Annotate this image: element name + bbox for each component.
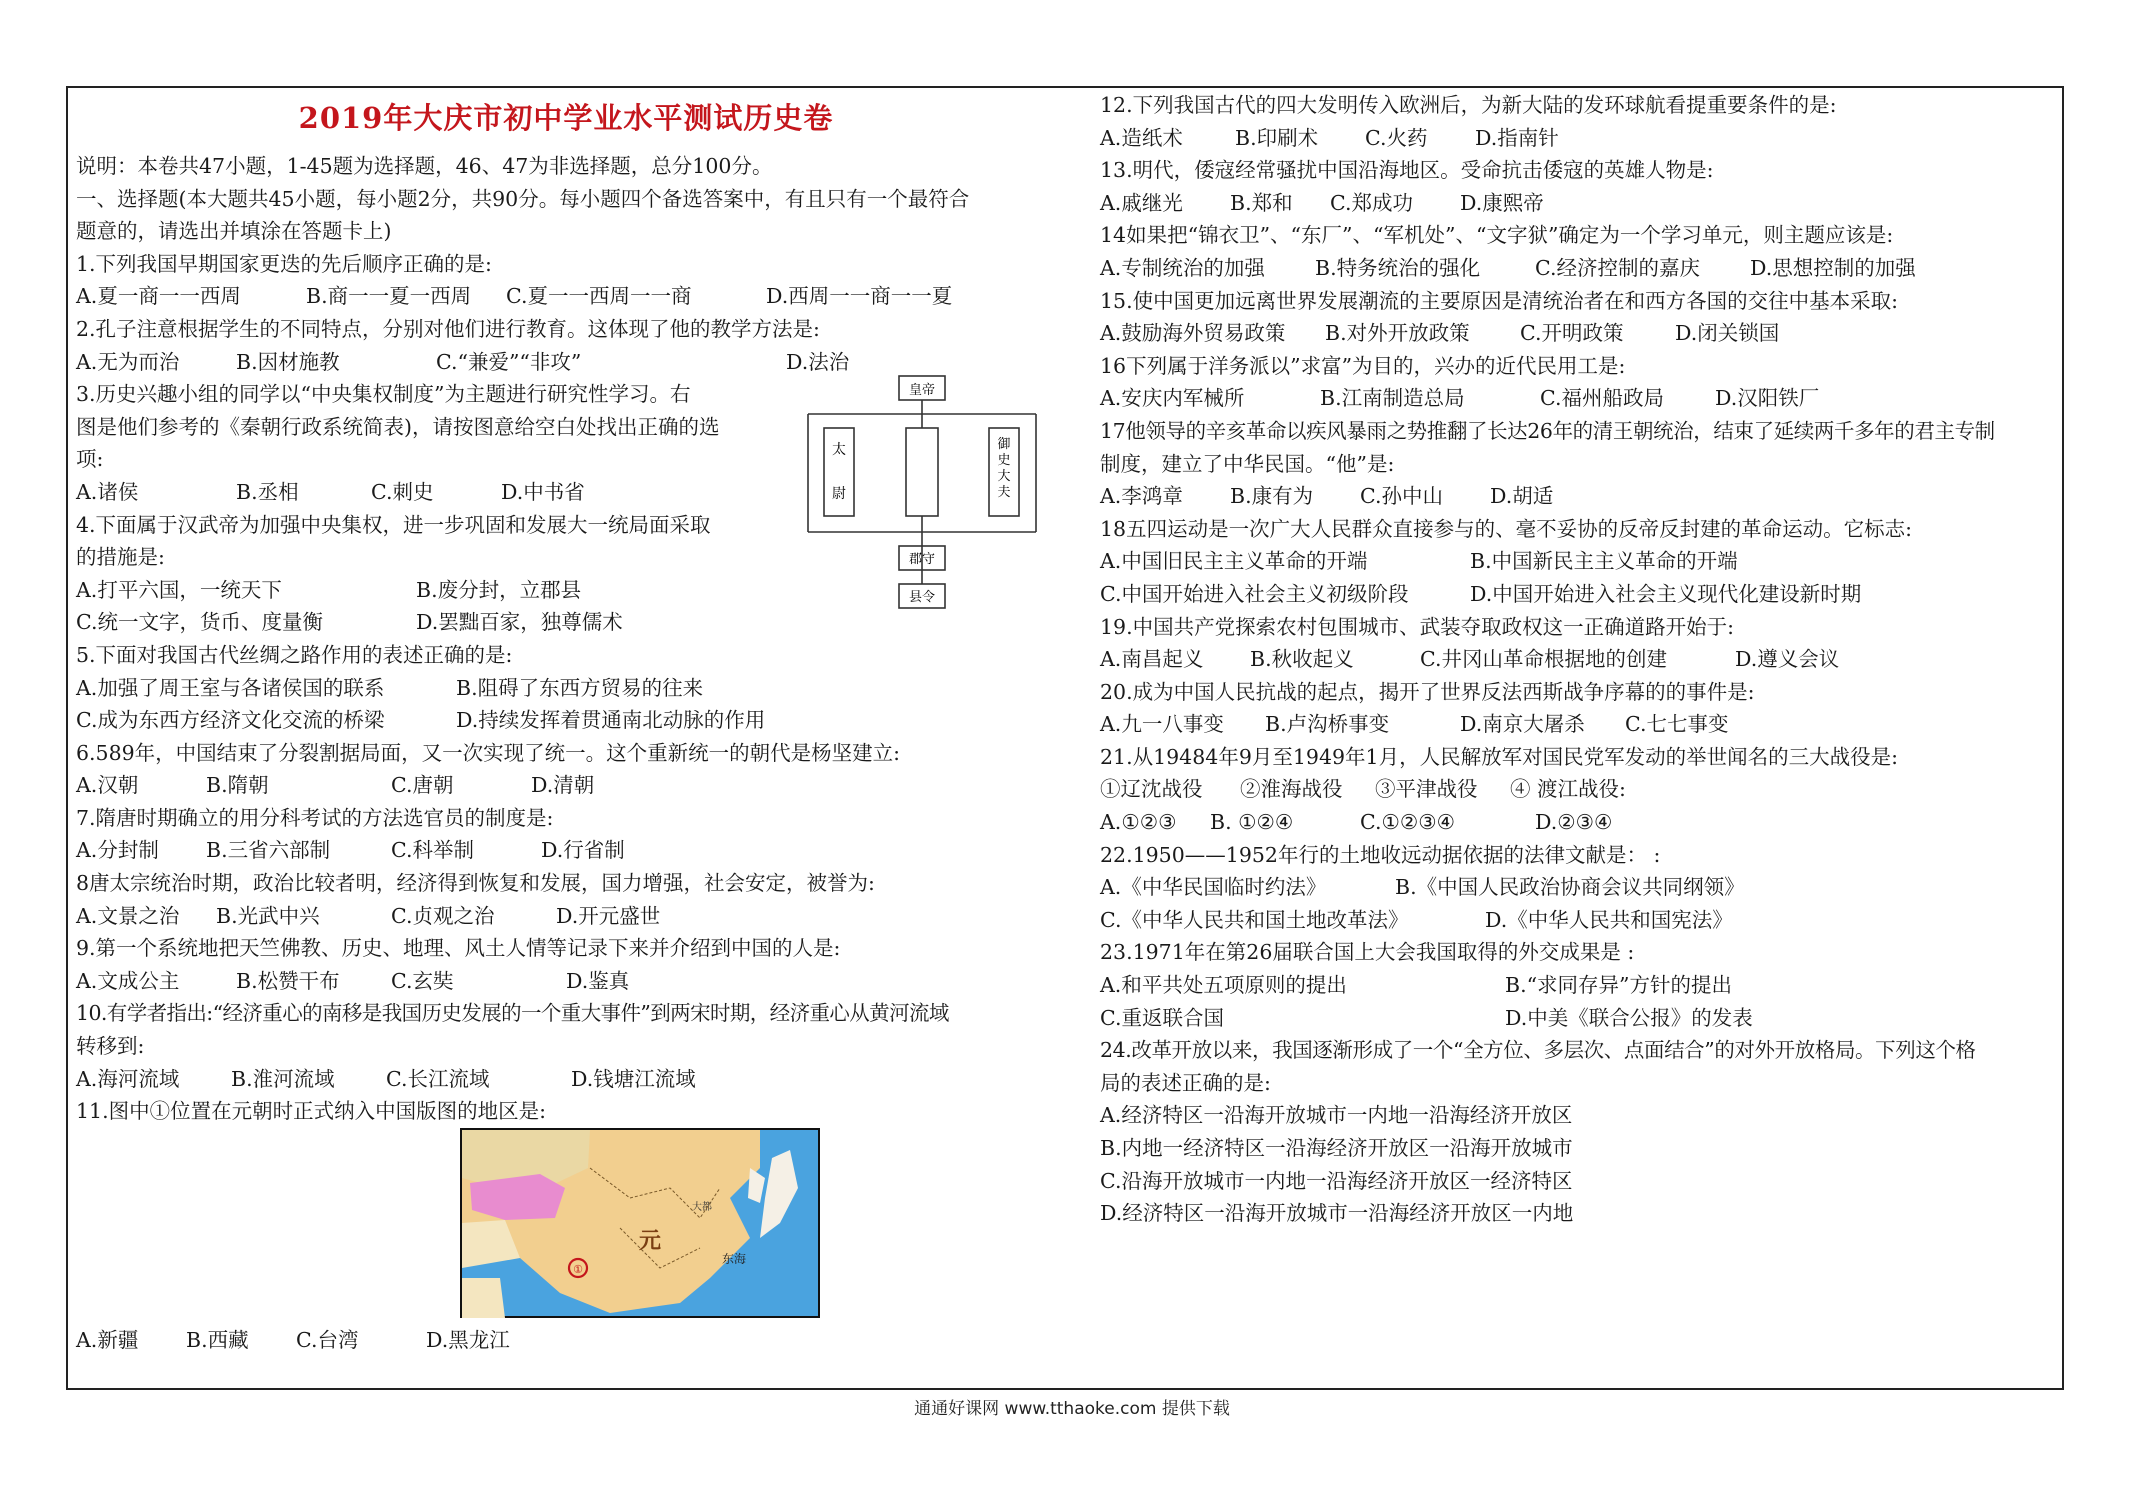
option-b[interactable]: B.郑和 [1230, 190, 1293, 215]
option-b[interactable]: B.康有为 [1230, 484, 1314, 509]
question-stem: 4.下面属于汉武帝为加强中央集权，进一步巩固和发展大一统局面采取 [76, 512, 711, 537]
question-items [1100, 773, 2120, 806]
question-stem: 22.1950——1952年行的土地收远动据依据的法律文献是： : [1100, 842, 1661, 867]
yushi-label-1: 御 [997, 437, 1011, 453]
option-c[interactable]: C.火药 [1365, 125, 1428, 150]
question-options [76, 1063, 1056, 1096]
option-a[interactable]: A.新疆 [76, 1327, 139, 1352]
question-stem: 转移到: [76, 1034, 145, 1059]
option-b[interactable]: B.因材施教 [236, 349, 340, 374]
option-d[interactable]: D.罢黜百家，独尊儒术 [416, 610, 623, 635]
question-options [1100, 904, 2120, 937]
option-c[interactable]: C.成为东西方经济文化交流的桥梁 [76, 708, 385, 733]
option-a[interactable]: A.经济特区一沿海开放城市一内地一沿海经济开放区 [1100, 1103, 1573, 1128]
section-instructions-1: 一、选择题(本大题共45小题，每小题2分，共90分。每小题四个备选答案中，有且只有一个最符合 [76, 186, 970, 211]
item-2: ②淮海战役 [1240, 777, 1343, 802]
option-b[interactable]: B.西藏 [186, 1327, 249, 1352]
question-options [1100, 578, 2120, 611]
option-b[interactable]: B.卢沟桥事变 [1265, 712, 1390, 737]
option-c[interactable]: C.长江流域 [386, 1066, 490, 1091]
option-d[interactable]: D.《中华人民共和国宪法》 [1485, 907, 1733, 932]
question-stem: 12.下列我国古代的四大发明传入欧洲后，为新大陆的发环球航看提重要条件的是: [1100, 93, 1837, 117]
question-options [1100, 806, 2120, 839]
option-d[interactable]: D.胡适 [1490, 484, 1554, 509]
option-c[interactable]: C.①②③④ [1360, 810, 1455, 835]
question-options [76, 1324, 1056, 1357]
left-column [76, 92, 1056, 1356]
right-column [1100, 89, 2120, 1230]
option-c[interactable]: C.台湾 [296, 1327, 359, 1352]
option-b[interactable]: B.对外开放政策 [1325, 321, 1470, 346]
option-d[interactable]: D.开元盛世 [556, 903, 661, 928]
option-d[interactable]: D.遵义会议 [1735, 647, 1840, 672]
exam-title: 2019年大庆市初中学业水平测试历史卷 [298, 101, 834, 135]
blank-box [906, 428, 938, 516]
option-b[interactable]: B.松赞干布 [236, 968, 340, 993]
option-d[interactable]: D.鉴真 [566, 968, 630, 993]
question-stem: 5.下面对我国古代丝绸之路作用的表述正确的是: [76, 642, 513, 667]
option-a[interactable]: A.无为而治 [76, 349, 180, 374]
question-options [76, 900, 1056, 933]
question-stem: 制度，建立了中华民国。“他”是: [1100, 451, 1395, 476]
option-c[interactable]: C.重返联合国 [1100, 1005, 1224, 1030]
option-d[interactable]: D.法治 [786, 349, 850, 374]
option-c[interactable]: C.《中华人民共和国土地改革法》 [1100, 907, 1409, 932]
option-a[interactable]: A.汉朝 [76, 773, 139, 798]
junshou-label: 郡守 [908, 552, 936, 568]
question-options [1100, 252, 2120, 285]
question-options [1100, 871, 2120, 904]
question-options [76, 834, 1056, 867]
question-stem: 9.第一个系统地把天竺佛教、历史、地理、风土人情等记录下来并介绍到中国的人是: [76, 936, 841, 961]
qin-admin-diagram [796, 372, 1046, 612]
option-d[interactable]: D.黑龙江 [426, 1327, 510, 1352]
option-a[interactable]: A.南昌起义 [1100, 647, 1204, 672]
option-b[interactable]: B.废分封，立郡县 [416, 577, 582, 602]
map-area [76, 1128, 1056, 1324]
section-instructions-2: 题意的，请选出并填涂在答题卡上) [76, 219, 392, 244]
option-d[interactable]: D.康熙帝 [1460, 190, 1544, 215]
option-c[interactable]: C.郑成功 [1330, 190, 1413, 215]
item-3: ③平津战役 [1375, 777, 1478, 802]
option-b[interactable]: B.江南制造总局 [1320, 386, 1465, 411]
option-c[interactable]: D.南京大屠杀 [1460, 712, 1585, 737]
option-d[interactable]: D.中美《联合公报》的发表 [1505, 1005, 1753, 1030]
option-a[interactable]: A.分封制 [76, 838, 159, 863]
question-stem: 8唐太宗统治时期，政治比较者明，经济得到恢复和发展，国力增强，社会安定，被誉为: [76, 871, 875, 896]
option-c[interactable]: C.科举制 [391, 838, 474, 863]
option-d[interactable]: D.②③④ [1535, 810, 1613, 835]
option-a[interactable]: A.诸侯 [76, 479, 139, 504]
question-stem: 23.1971年在第26届联合国上大会我国取得的外交成果是 : [1100, 940, 1635, 965]
option-d[interactable]: D.西周一一商一一夏 [766, 284, 953, 309]
option-a[interactable]: A.安庆内军械所 [1100, 386, 1245, 411]
option-d[interactable]: D.清朝 [531, 773, 595, 798]
option-b[interactable]: B.淮河流域 [231, 1066, 335, 1091]
question-options [1100, 480, 2120, 513]
option-a[interactable]: A.文成公主 [76, 968, 180, 993]
exam-note: 说明：本卷共47小题，1-45题为选择题，46、47为非选择题，总分100分。 [76, 154, 773, 178]
option-c[interactable]: C.中国开始进入社会主义初级阶段 [1100, 581, 1409, 606]
option-b[interactable]: B.《中国人民政治协商会议共同纲领》 [1395, 875, 1745, 900]
question-options [1100, 969, 2120, 1002]
map-dadu-label: 大都 [692, 1201, 712, 1213]
question-stem: 21.从19484年9月至1949年1月，人民解放军对国民党军发动的举世闻名的三大战役是: [1100, 744, 1898, 769]
option-a[interactable]: A.海河流域 [76, 1066, 180, 1091]
question-stem: 20.成为中国人民抗战的起点，揭开了世界反法西斯战争序幕的的事件是: [1100, 679, 1755, 704]
question-stem: 18五四运动是一次广大人民群众直接参与的、毫不妥协的反帝反封建的革命运动。它标志: [1100, 516, 1912, 541]
question-stem: 局的表述正确的是: [1100, 1070, 1271, 1095]
option-a[interactable]: A.鼓励海外贸易政策 [1100, 321, 1286, 346]
question-stem: 16下列属于洋务派以”求富”为目的，兴办的近代民用工是: [1100, 353, 1626, 378]
taiwei-label-1: 太 [832, 442, 846, 459]
option-d[interactable]: D.行省制 [541, 838, 625, 863]
question-stem: 11.图中①位置在元朝时正式纳入中国版图的地区是: [76, 1099, 547, 1124]
question-options [76, 769, 1056, 802]
question-options [76, 965, 1056, 998]
question-options [1100, 545, 2120, 578]
question-options [76, 280, 1056, 313]
option-d[interactable]: D.思想控制的加强 [1750, 255, 1916, 280]
question-options [1100, 122, 2120, 155]
option-c[interactable]: C.井冈山革命根据地的创建 [1420, 647, 1667, 672]
option-d[interactable]: C.七七事变 [1625, 712, 1729, 737]
question-options [1100, 708, 2120, 741]
item-4: ④ 渡江战役: [1510, 777, 1626, 802]
option-b[interactable]: B.商一一夏一西周 [306, 284, 472, 309]
option-d[interactable]: D.汉阳铁厂 [1715, 386, 1820, 411]
option-c[interactable]: C.统一文字，货币、度量衡 [76, 610, 323, 635]
option-b[interactable]: B.三省六部制 [206, 838, 331, 863]
option-c[interactable]: C.经济控制的嘉庆 [1535, 255, 1700, 280]
option-c[interactable]: C.唐朝 [391, 773, 454, 798]
xianling-label: 县令 [908, 590, 936, 606]
question-options [1100, 187, 2120, 220]
question-stem: 24.改革开放以来，我国逐渐形成了一个“全方位、多层次、点面结合”的对外开放格局。下列这个格 [1100, 1038, 1976, 1063]
option-c[interactable]: C.福州船政局 [1540, 386, 1664, 411]
question-stem: 图是他们参考的《秦朝行政系统简表)，请按图意给空白处找出正确的选 [76, 414, 720, 439]
option-d[interactable]: D.中国开始进入社会主义现代化建设新时期 [1470, 581, 1862, 606]
option-d[interactable]: D.经济特区一沿海开放城市一沿海经济开放区一内地 [1100, 1201, 1574, 1226]
option-b[interactable]: B.阻碍了东西方贸易的往来 [456, 675, 704, 700]
option-c[interactable]: C.“兼爱”“非攻” [436, 349, 582, 374]
option-a[interactable]: A.九一八事变 [1100, 712, 1224, 737]
option-c[interactable]: C.夏一一西周一一商 [506, 284, 692, 309]
question-stem: 项: [76, 447, 104, 472]
page-footer: 通通好课网 www.tthaoke.com 提供下载 [914, 1399, 1230, 1419]
option-a[interactable]: A.中国旧民主主义革命的开端 [1100, 549, 1368, 574]
option-b[interactable]: B.中国新民主主义革命的开端 [1470, 549, 1738, 574]
option-b[interactable]: B.特务统治的强化 [1315, 255, 1481, 280]
option-a[interactable]: A.和平共处五项原则的提出 [1100, 973, 1347, 998]
option-b[interactable]: B.内地一经济特区一沿海经济开放区一沿海开放城市 [1100, 1136, 1573, 1160]
option-c[interactable]: C.沿海开放城市一内地一沿海经济开放区一经济特区 [1100, 1168, 1573, 1193]
option-a[interactable]: A.李鸿章 [1100, 484, 1183, 509]
yushi-label-3: 大 [997, 469, 1011, 485]
question-options [76, 704, 1056, 737]
option-b[interactable]: B.“求同存异”方针的提出 [1505, 973, 1733, 998]
question-options [1100, 382, 2120, 415]
map-marker-label: ① [573, 1262, 583, 1276]
item-1: ①辽沈战役 [1100, 777, 1203, 802]
question-stem: 19.中国共产党探索农村包围城市、武装夺取政权这一正确道路开始于: [1100, 614, 1735, 639]
option-a[interactable]: A.①②③ [1100, 810, 1177, 835]
option-a[interactable]: A.文景之治 [76, 903, 180, 928]
option-c[interactable]: C.开明政策 [1520, 321, 1624, 346]
question-options [1100, 643, 2120, 676]
option-a[interactable]: A.加强了周王室与各诸侯国的联系 [76, 675, 385, 700]
option-c[interactable]: C.刺史 [371, 479, 434, 504]
question-stem: 17他领导的辛亥革命以疾风暴雨之势推翻了长达26年的清王朝统治，结束了延续两千多年的君主专制 [1100, 418, 1995, 443]
emperor-label: 皇帝 [908, 383, 936, 399]
option-a[interactable]: A.专制统治的加强 [1100, 255, 1265, 280]
option-d[interactable]: D.指南针 [1475, 125, 1559, 150]
question-stem: 的措施是: [76, 545, 165, 570]
yuan-map [460, 1128, 820, 1318]
option-b[interactable]: B. ①②④ [1210, 810, 1294, 835]
option-b[interactable]: B.隋朝 [206, 773, 269, 798]
option-d[interactable]: D.闭关锁国 [1675, 321, 1780, 346]
yushi-label-4: 夫 [997, 485, 1011, 501]
option-b[interactable]: B.丞相 [236, 479, 299, 504]
option-a[interactable]: A.打平六国，一统天下 [76, 577, 282, 602]
question-stem: 10.有学者指出:“经济重心的南移是我国历史发展的一个重大事件”到两宋时期，经济重心从黄河流域 [76, 1001, 949, 1026]
question-options [1100, 317, 2120, 350]
question-stem: 2.孔子注意根据学生的不同特点，分别对他们进行教育。这体现了他的教学方法是: [76, 316, 820, 341]
option-a[interactable]: A.《中华民国临时约法》 [1100, 875, 1327, 900]
option-c[interactable]: C.孙中山 [1360, 484, 1443, 509]
option-a[interactable]: A.夏一商一一西周 [76, 284, 241, 309]
map-yuan-label: 元 [638, 1227, 662, 1254]
question-options [1100, 1002, 2120, 1035]
question-options [76, 672, 1056, 705]
option-d[interactable]: D.钱塘江流域 [571, 1066, 696, 1091]
question-stem: 3.历史兴趣小组的同学以“中央集权制度”为主题进行研究性学习。右 [76, 382, 691, 407]
option-c[interactable]: C.玄奘 [391, 968, 454, 993]
question-stem: 7.隋唐时期确立的用分科考试的方法选官员的制度是: [76, 805, 554, 830]
option-d[interactable]: D.持续发挥着贯通南北动脉的作用 [456, 708, 766, 733]
question-stem: 1.下列我国早期国家更迭的先后顺序正确的是: [76, 251, 492, 276]
option-d[interactable]: D.中书省 [501, 479, 585, 504]
question-stem: 6.589年，中国结束了分裂割据局面，又一次实现了统一。这个重新统一的朝代是杨坚建立: [76, 740, 901, 765]
question-stem: 14如果把“锦衣卫”、“东厂”、“军机处”、“文字狱”确定为一个学习单元，则主题应该是: [1100, 223, 1894, 248]
option-b[interactable]: B.印刷术 [1235, 125, 1319, 150]
option-b[interactable]: B.秋收起义 [1250, 647, 1354, 672]
option-a[interactable]: A.戚继光 [1100, 190, 1183, 215]
question-stem: 15.使中国更加远离世界发展潮流的主要原因是清统治者在和西方各国的交往中基本采取: [1100, 288, 1899, 313]
option-a[interactable]: A.造纸术 [1100, 125, 1183, 150]
taiwei-label-2: 尉 [832, 486, 846, 503]
option-c[interactable]: C.贞观之治 [391, 903, 495, 928]
map-sea-label: 东海 [722, 1251, 747, 1266]
question-stem: 13.明代，倭寇经常骚扰中国沿海地区。受命抗击倭寇的英雄人物是: [1100, 158, 1714, 183]
option-b[interactable]: B.光武中兴 [216, 903, 320, 928]
yushi-label-2: 史 [997, 453, 1011, 469]
